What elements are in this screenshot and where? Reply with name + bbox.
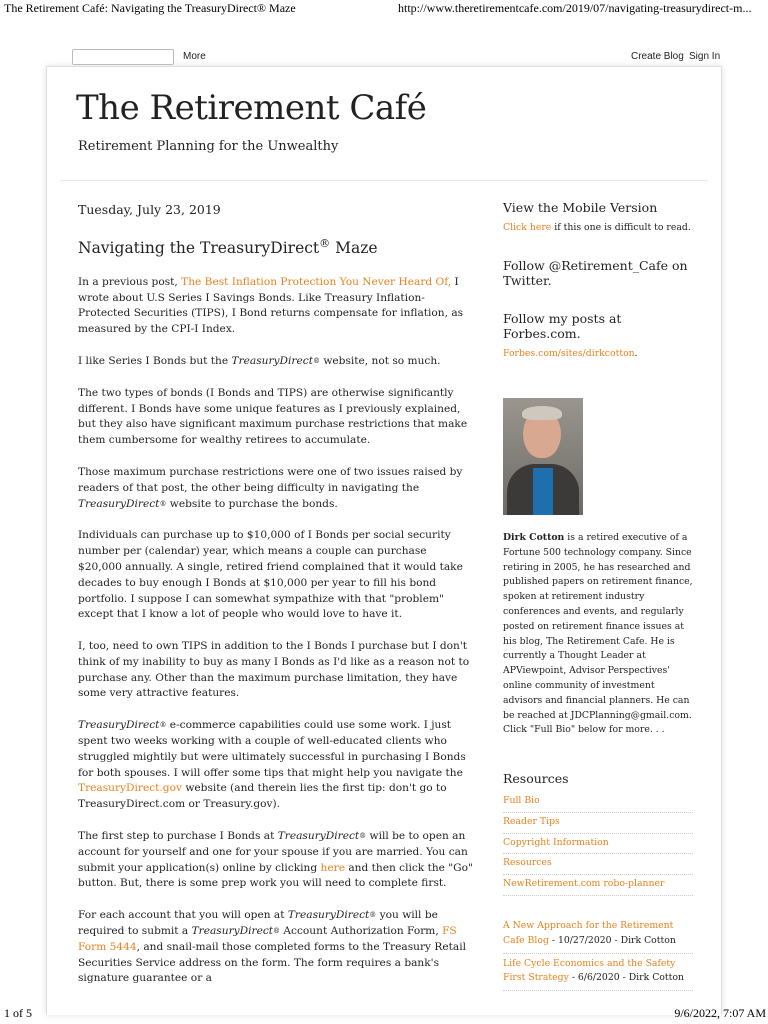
resources-widget — [503, 771, 693, 896]
blog-description: Retirement Planning for the Unwealthy — [78, 139, 339, 154]
reg-mark: ® — [159, 499, 167, 508]
list-item — [503, 792, 693, 813]
list-item — [503, 875, 693, 896]
paragraph-8 — [78, 829, 473, 892]
text: Those maximum purchase restrictions were one of two issues raised by readers of that post, the other being difficulty in navigating the — [78, 465, 463, 494]
recent-posts-list — [503, 916, 693, 991]
forbes-link[interactable]: Forbes.com/sites/dirkcotton — [503, 348, 635, 359]
mobile-title: View the Mobile Version — [503, 200, 658, 215]
bio-name: Dirk Cotton — [503, 532, 565, 543]
resources-list — [503, 792, 693, 896]
text: will be to open an account for yourself and one for your spouse if you are married. You can submit your application(s) online by clicking — [78, 830, 468, 874]
print-header — [0, 0, 768, 18]
text: e-commerce capabilities could use some work. I just spent two weeks working with a couple of well-educated clients who struggled mightily but were ultimately successful in purchasing I Bonds for both spouses. I will offer some tips that might help you navigate the — [78, 719, 466, 779]
paragraph-1 — [78, 275, 473, 338]
paragraph-6: I, too, need to own TIPS in addition to the I Bonds I purchase but I don't think of my inability to buy as many I Bonds as I'd like as a reason not to purchase any. Other than the maximum purchase limitation, they have some very attractive features. — [78, 640, 470, 700]
text: you will be required to submit a — [78, 909, 438, 938]
sign-in-link[interactable]: Sign In — [689, 51, 721, 62]
text: website to purchase the bonds. — [166, 497, 338, 510]
full-bio-link[interactable]: Full Bio — [503, 795, 540, 806]
print-url: http://www.theretirementcafe.com/2019/07/navigating-treasurydirect-m... — [398, 1, 752, 15]
text: In a previous post, — [78, 275, 182, 288]
post-date: Tuesday, July 23, 2019 — [78, 202, 221, 217]
reg-mark: ® — [312, 356, 320, 365]
twitter-title: Follow @Retirement_Cafe on Twitter. — [503, 258, 688, 288]
search-input[interactable] — [72, 49, 174, 65]
text: Account Authorization Form, — [280, 925, 443, 938]
text: , and snail-mail those completed forms to the Treasury Retail Securities Service address on the form. The form requires a bank's signature guarantee or a — [78, 940, 466, 985]
bio-widget — [503, 531, 693, 738]
reader-tips-link[interactable]: Reader Tips — [503, 815, 560, 827]
treasurydirect-term: TreasuryDirect — [78, 497, 160, 510]
recent-post-link[interactable]: Life Cycle Economics and the Safety First Strategy — [503, 957, 676, 984]
resources-title: Resources — [503, 771, 569, 786]
print-datetime: 9/6/2022, 7:07 AM — [674, 1006, 766, 1020]
list-item — [503, 916, 693, 954]
post-title-tail: Maze — [330, 238, 378, 257]
treasurydirect-term: TreasuryDirect — [231, 354, 313, 367]
mobile-text — [503, 221, 693, 236]
post-title-reg: ® — [319, 236, 331, 250]
best-inflation-protection-link[interactable]: The Best Inflation Protection You Never Heard Of, — [181, 275, 452, 288]
copyright-link[interactable]: Copyright Information — [503, 836, 609, 848]
paragraph-4 — [78, 465, 473, 512]
page-number: 1 of 5 — [4, 1006, 32, 1020]
treasurydirect-term: TreasuryDirect — [191, 925, 274, 938]
text: The first step to purchase I Bonds at — [78, 830, 278, 843]
create-blog-link[interactable]: Create Blog — [631, 51, 684, 62]
text: . — [634, 348, 638, 359]
recent-post-meta: - 6/6/2020 - Dirk Cotton — [568, 972, 684, 984]
resources-link[interactable]: Resources — [503, 857, 552, 869]
text: website, not so much. — [319, 354, 441, 367]
paragraph-2 — [78, 354, 473, 370]
treasurydirect-term: TreasuryDirect — [78, 719, 160, 732]
text: I like Series I Bonds but the — [78, 354, 232, 367]
text: is a retired executive of a Fortune 500 technology company. Since retiring in 2005, he has researched and published papers on retirement finance, spoken at retirement industry conferences and events, and regularly posted on retirement finance issues at his blog, The Retirement Cafe. He is currently a Thought Leader at APViewpoint, Advisor Perspectives' online community of investment advisors and financial planners. He can be reached at JDCPlanning@gmail.com. Click "Full Bio" below for more. . . — [503, 532, 693, 736]
blog-title[interactable]: The Retirement Café — [76, 88, 427, 128]
paragraph-3: The two types of bonds (I Bonds and TIPS) are otherwise significantly different. I Bonds have some unique features as I previously explained, but they also have significant maximum purchase restrictions that make them cumbersome for wealthy retirees to accumulate. — [78, 386, 468, 447]
post-title-text: Navigating the TreasuryDirect — [78, 238, 320, 257]
list-item — [503, 854, 693, 875]
forbes-title: Follow my posts at Forbes.com. — [503, 311, 622, 341]
text: and then click the "Go" button. But, there is some prep work you will need to complete first. — [78, 861, 473, 890]
post-title[interactable] — [78, 236, 473, 257]
here-link[interactable]: here — [320, 861, 345, 874]
post-content — [78, 200, 473, 1003]
treasurydirect-gov-link[interactable]: TreasuryDirect.gov — [78, 782, 182, 795]
treasurydirect-term: TreasuryDirect — [277, 830, 360, 843]
text: For each account that you will open at — [78, 909, 288, 922]
blogger-navbar — [0, 44, 768, 70]
reg-mark: ® — [359, 832, 367, 841]
list-item — [503, 954, 693, 992]
text: I wrote about U.S Series I Savings Bonds. Like Treasury Inflation-Protected Securities (TIPS), I Bond returns compensate for inflation, as measured by the CPI-I Index. — [78, 275, 464, 336]
header-divider — [60, 180, 708, 181]
twitter-widget — [503, 258, 693, 294]
reg-mark: ® — [369, 911, 377, 920]
author-photo — [503, 398, 583, 515]
bio-text — [503, 531, 693, 738]
mobile-click-here-link[interactable]: Click here — [503, 222, 552, 233]
photo-shirt — [533, 468, 553, 515]
recent-post-link[interactable]: A New Approach for the Retirement Cafe Blog — [503, 920, 674, 946]
forbes-text — [503, 347, 693, 362]
more-link[interactable]: More — [183, 51, 206, 62]
print-footer — [0, 1006, 768, 1024]
paragraph-9 — [78, 908, 473, 987]
fs-form-5444-link[interactable]: FS Form 5444 — [78, 925, 457, 953]
recent-post-meta: - 10/27/2020 - Dirk Cotton — [548, 934, 676, 946]
text: website (and therein lies the first tip: don't go to TreasuryDirect.com or Treasury.gov). — [78, 782, 447, 811]
list-item — [503, 834, 693, 855]
paragraph-5: Individuals can purchase up to $10,000 of I Bonds per social security number per (calendar) year, which means a couple can purchase $20,000 annually. A single, retired friend complained that it would take decades to buy enough I Bonds at $10,000 per year to fill his bond portfolio. I suppose I can somewhat sympathize with that "problem" except that I know a lot of people who would love to have it. — [78, 529, 463, 621]
recent-posts-widget — [503, 906, 693, 991]
photo-hair — [522, 406, 562, 420]
list-item — [503, 813, 693, 834]
paragraph-7 — [78, 718, 473, 813]
text: if this one is difficult to read. — [551, 222, 691, 233]
reg-mark: ® — [273, 927, 281, 936]
print-title: The Retirement Café: Navigating the TreasuryDirect® Maze — [4, 1, 296, 15]
reg-mark: ® — [159, 721, 167, 730]
mobile-widget — [503, 200, 693, 236]
treasurydirect-term: TreasuryDirect — [287, 909, 370, 922]
newretirement-link[interactable]: NewRetirement.com robo-planner — [503, 878, 665, 890]
forbes-widget — [503, 311, 693, 362]
